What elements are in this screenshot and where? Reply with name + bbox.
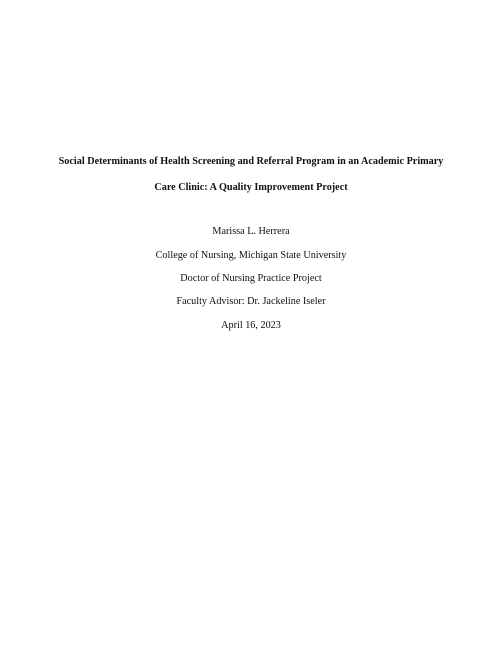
document-title-line-1: Social Determinants of Health Screening and Referral Program in an Academic Primary xyxy=(58,156,444,167)
author-name: Marissa L. Herrera xyxy=(212,226,290,237)
institution-affiliation: College of Nursing, Michigan State University xyxy=(155,250,347,261)
faculty-advisor: Faculty Advisor: Dr. Jackeline Iseler xyxy=(176,296,326,307)
document-title-line-2: Care Clinic: A Quality Improvement Project xyxy=(154,182,348,193)
submission-date: April 16, 2023 xyxy=(221,320,281,331)
project-type: Doctor of Nursing Practice Project xyxy=(180,273,322,284)
